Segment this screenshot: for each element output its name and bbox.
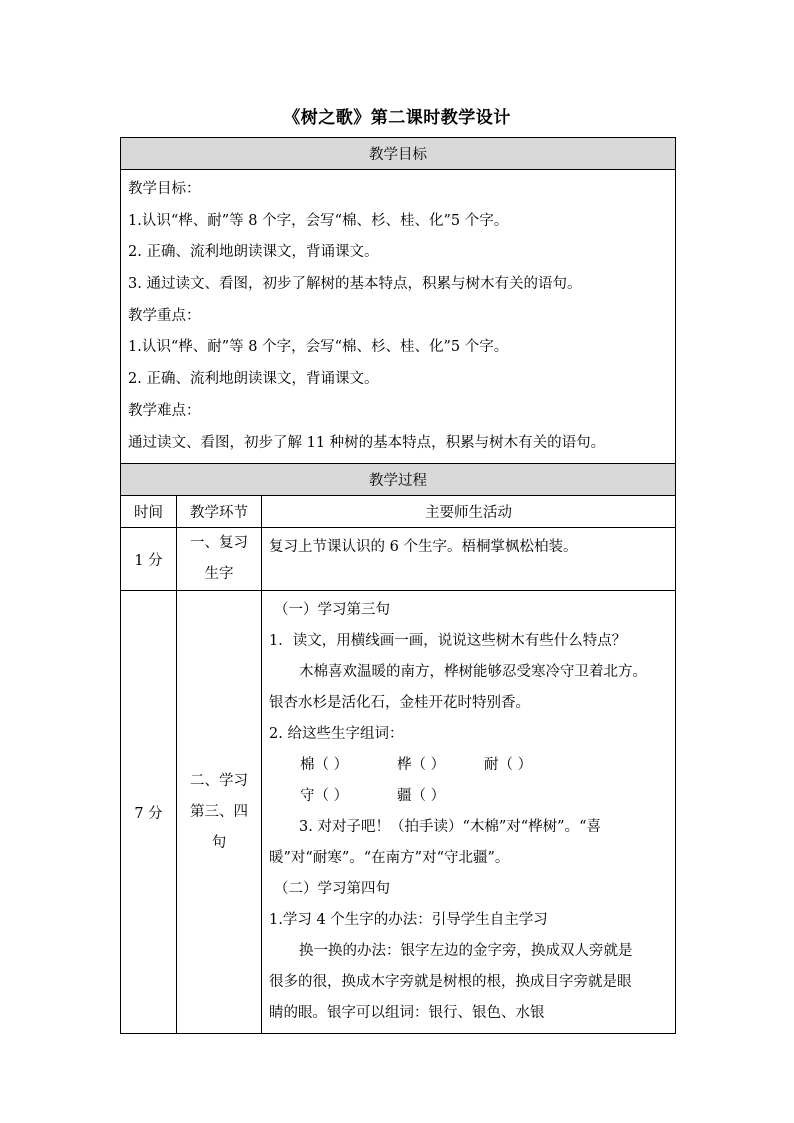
subsection-heading-1: （一）学习第三句: [274, 602, 390, 619]
goal-item-3: 3. 通过读文、看图，初步了解树的基本特点，积累与树木有关的语句。: [128, 276, 582, 293]
goal-item-2: 2. 正确、流利地朗读课文，背诵课文。: [128, 244, 379, 261]
activity-line: 银杏水杉是活化石，金桂开花时特别香。: [269, 695, 530, 712]
activity-line: 1．读文，用横线画一画，说说这些树木有些什么特点？: [269, 633, 627, 650]
word-blanks-row-2: [269, 781, 669, 812]
activity-line: 2. 给这些生字组词：: [269, 726, 404, 743]
key-point-2: 2. 正确、流利地朗读课文，背诵课文。: [128, 371, 379, 388]
goals-content: [121, 170, 676, 464]
activity-line: 3. 对对子吧！（拍手读）“木棉”对“桦树”。“喜: [299, 819, 602, 836]
activity-line: 睛的眼。银字可以组词：银行、银色、水银: [269, 1005, 545, 1022]
activity-line: 暖”对“耐寒”。“在南方”对“守北疆”。: [269, 850, 510, 867]
row1-step-line1: 一、复习: [190, 535, 248, 552]
column-header-time: 时间: [121, 496, 177, 528]
word-blank: 耐（ ）: [484, 757, 533, 774]
activity-line: 换一换的办法：银字左边的金字旁，换成双人旁就是: [299, 943, 633, 960]
difficulty-1: 通过读文、看图，初步了解 11 种树的基本特点，积累与树木有关的语句。: [128, 434, 606, 451]
column-header-row: [121, 496, 676, 528]
row2-step-line1: 二、学习: [190, 772, 248, 789]
key-point-1: 1.认识“桦、耐”等 8 个字，会写“棉、杉、桂、化”5 个字。: [128, 339, 509, 356]
table-row: [121, 528, 676, 591]
word-blank: 棉（ ）: [300, 757, 349, 774]
activity-line: 1.学习 4 个生字的办法：引导学生自主学习: [269, 912, 548, 929]
word-blanks-row-1: [269, 750, 669, 781]
row2-time: 7 分: [121, 591, 177, 1034]
table-row: [121, 591, 676, 1034]
lesson-plan-table: [120, 137, 676, 1034]
column-header-activity: 主要师生活动: [262, 496, 676, 528]
difficulties-label: 教学难点：: [128, 402, 201, 419]
activity-line: 木棉喜欢温暖的南方，桦树能够忍受寒冷守卫着北方。: [299, 664, 647, 681]
row2-activity: [262, 591, 676, 1034]
row1-step: [177, 528, 262, 591]
document-title: 《树之歌》第二课时教学设计: [283, 108, 511, 128]
goals-header: 教学目标: [121, 138, 676, 170]
row2-step-line3: 句: [211, 834, 227, 851]
subsection-heading-2: （二）学习第四句: [274, 881, 390, 898]
process-header: 教学过程: [121, 464, 676, 496]
word-blank: 桦（ ）: [397, 757, 446, 774]
row2-step-line2: 第三、四: [190, 803, 248, 820]
goals-label: 教学目标：: [128, 181, 201, 197]
activity-line: 很多的很，换成木字旁就是树根的根，换成目字旁就是眼: [269, 974, 632, 991]
row1-step-line2: 生字: [204, 566, 234, 583]
key-points-label: 教学重点：: [128, 307, 201, 324]
word-blank: 守（ ）: [300, 788, 349, 805]
goal-item-1: 1.认识“桦、耐”等 8 个字，会写“棉、杉、桂、化”5 个字。: [128, 212, 509, 229]
row1-activity: [262, 528, 676, 591]
row2-step: [177, 591, 262, 1034]
row1-time: 1 分: [121, 528, 177, 591]
column-header-step: 教学环节: [177, 496, 262, 528]
row1-activity-text: 复习上节课认识的 6 个生字。梧桐掌枫松柏装。: [269, 539, 578, 556]
word-blank: 疆（ ）: [397, 788, 446, 805]
